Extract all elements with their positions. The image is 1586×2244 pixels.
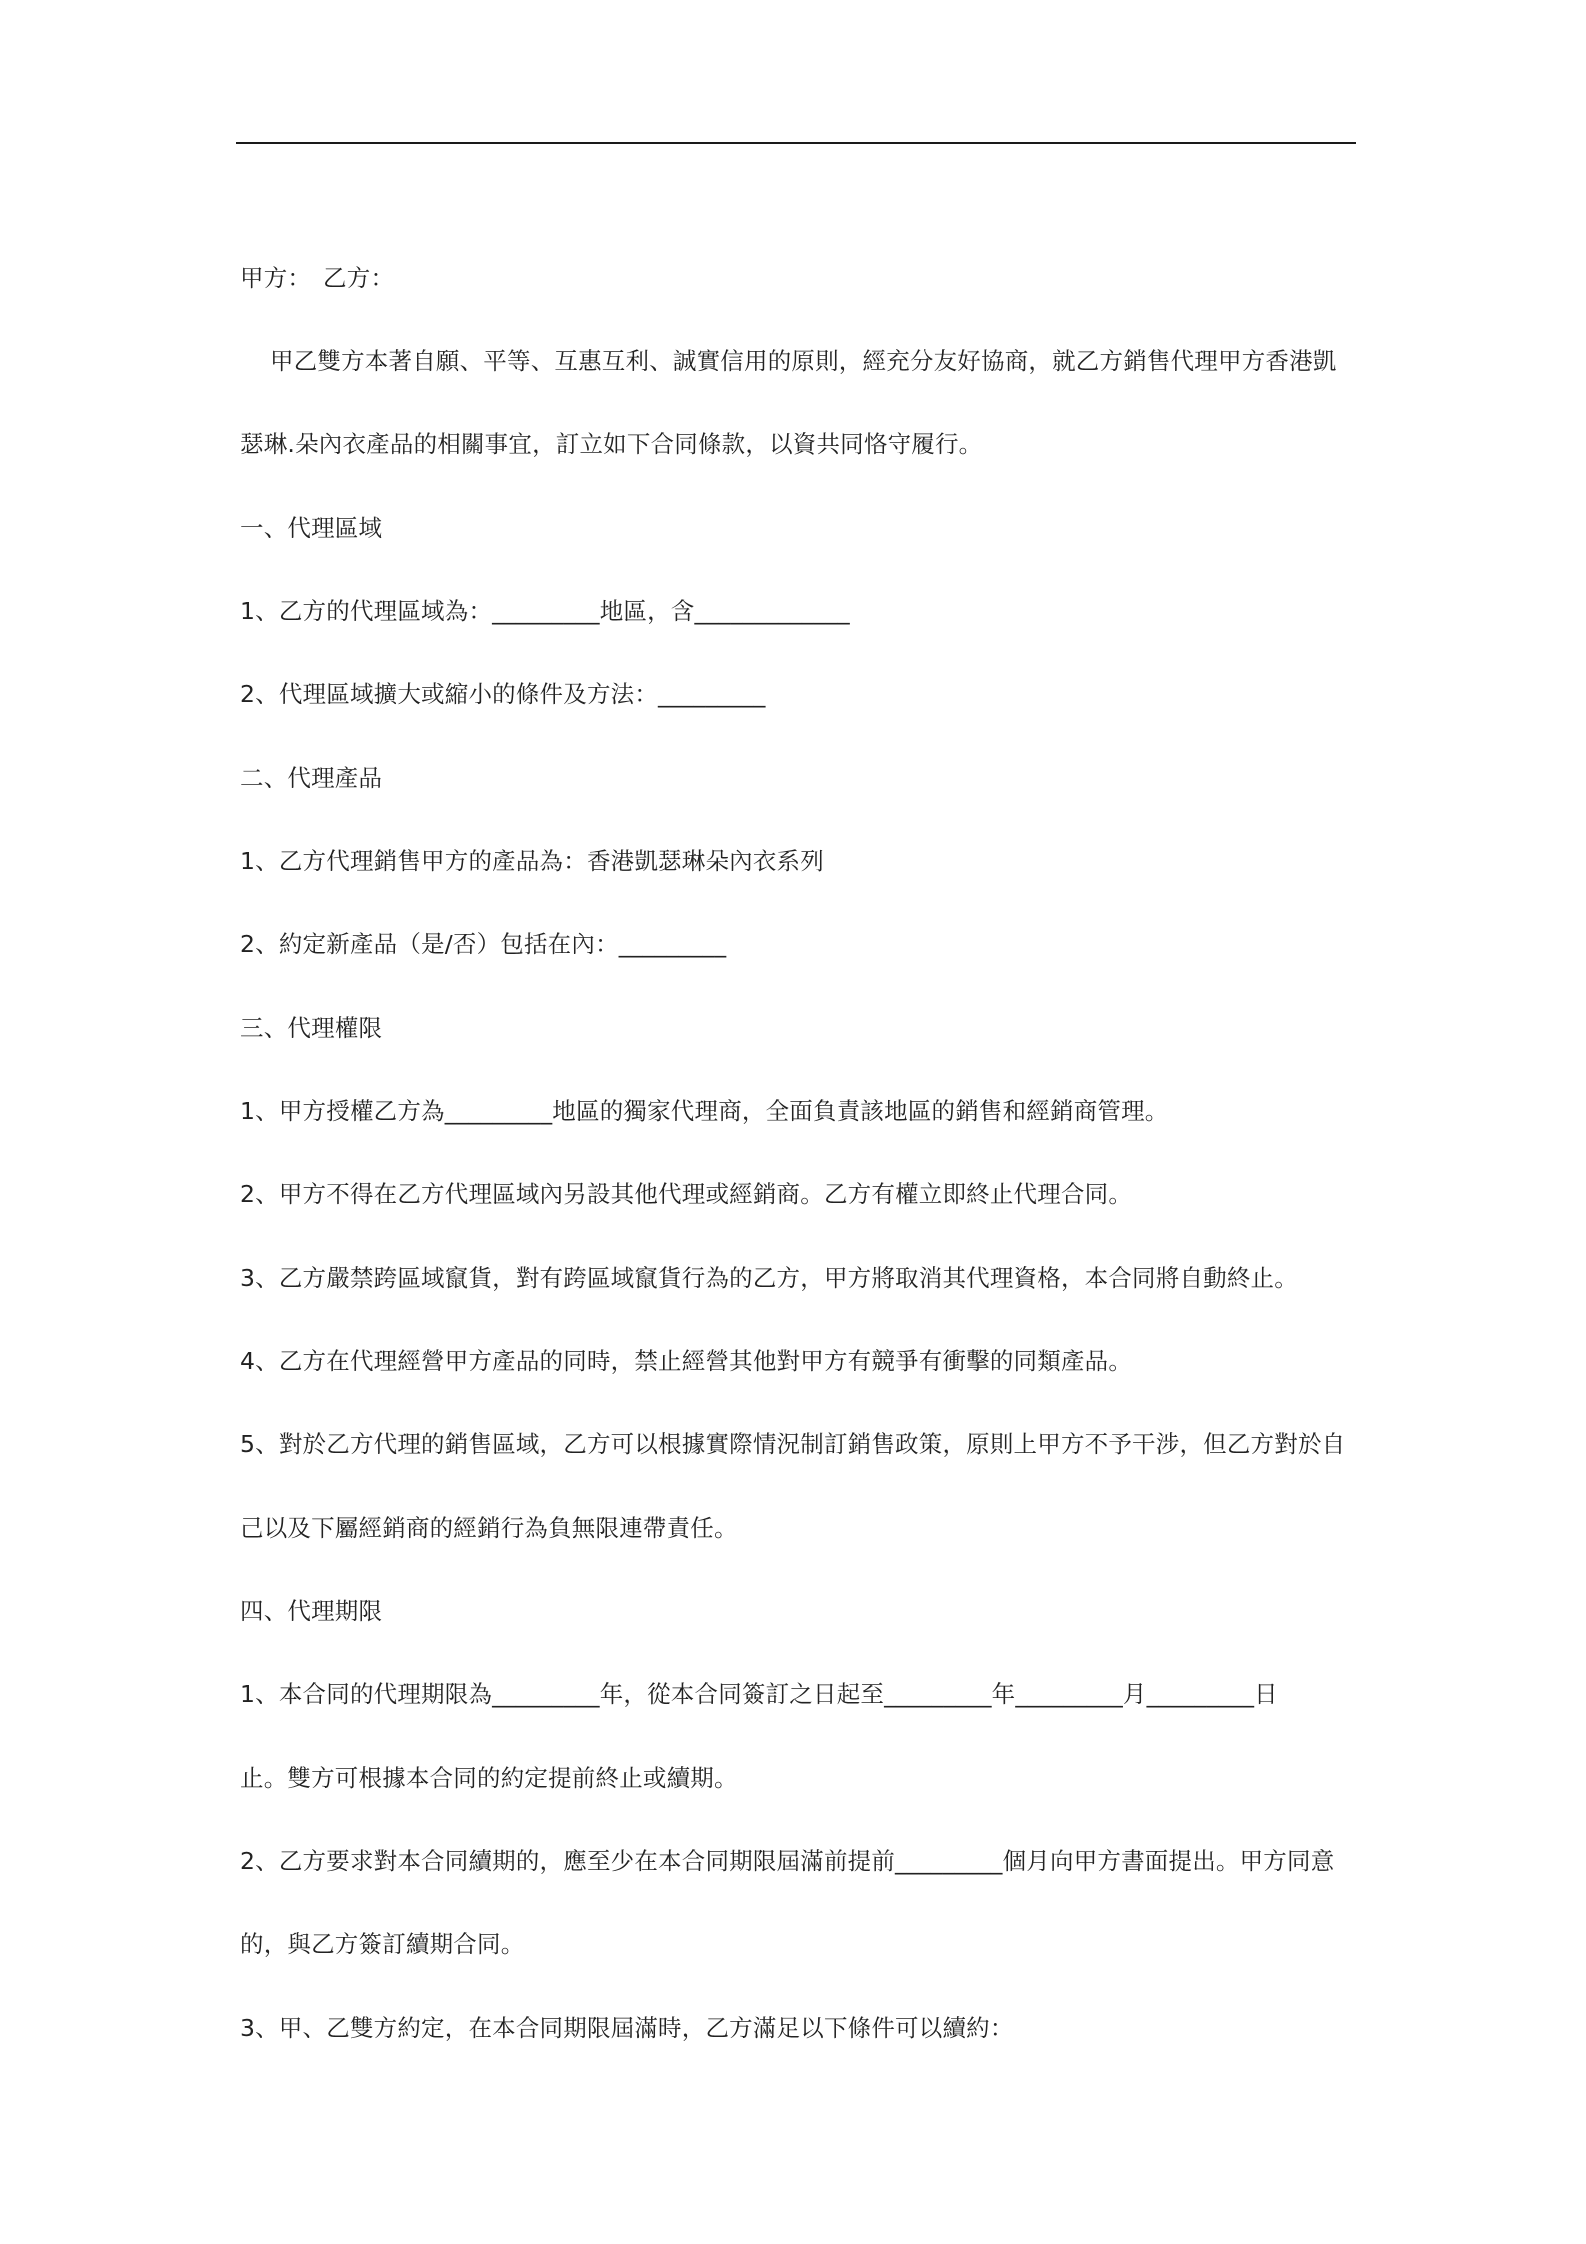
clause-products-1: 1、乙方代理銷售甲方的產品為：香港凱瑟琳朵內衣系列 — [240, 847, 824, 875]
clause-authority-2: 2、甲方不得在乙方代理區域內另設其他代理或經銷商。乙方有權立即終止代理合同。 — [240, 1180, 1133, 1208]
clause-term-1-line-2: 止。雙方可根據本合同的約定提前終止或續期。 — [240, 1764, 738, 1792]
preamble-line-1: 甲乙雙方本著自願、平等、互惠互利、誠實信用的原則，經充分友好協商，就乙方銷售代理甲方香港凱 — [270, 347, 1337, 375]
clause-region-2: 2、代理區域擴大或縮小的條件及方法：_________ — [240, 680, 766, 708]
clause-authority-5-line-2: 己以及下屬經銷商的經銷行為負無限連帶責任。 — [240, 1514, 738, 1542]
clause-authority-3: 3、乙方嚴禁跨區域竄貨，對有跨區域竄貨行為的乙方，甲方將取消其代理資格，本合同將自動終止。 — [240, 1264, 1298, 1292]
clause-term-1-line-1: 1、本合同的代理期限為_________年，從本合同簽訂之日起至_________年_________月_________日 — [240, 1680, 1278, 1708]
preamble-line-2: 瑟琳.朵內衣產品的相關事宜，訂立如下合同條款，以資共同恪守履行。 — [240, 430, 983, 458]
section-heading-authority: 三、代理權限 — [240, 1014, 383, 1042]
clause-authority-4: 4、乙方在代理經營甲方產品的同時，禁止經營其他對甲方有競爭有衝擊的同類產品。 — [240, 1347, 1133, 1375]
clause-authority-5-line-1: 5、對於乙方代理的銷售區域，乙方可以根據實際情況制訂銷售政策，原則上甲方不予干涉，但乙方對於自 — [240, 1430, 1346, 1458]
clause-authority-1: 1、甲方授權乙方為_________地區的獨家代理商，全面負責該地區的銷售和經銷商管理。 — [240, 1097, 1169, 1125]
section-heading-products: 二、代理產品 — [240, 764, 383, 792]
section-heading-region: 一、代理區域 — [240, 514, 383, 542]
clause-products-2: 2、約定新產品（是/否）包括在內：_________ — [240, 930, 727, 958]
parties-line: 甲方： 乙方： — [240, 264, 395, 292]
clause-region-1: 1、乙方的代理區域為：_________地區，含_____________ — [240, 597, 850, 625]
header-rule — [236, 142, 1356, 144]
clause-term-3: 3、甲、乙雙方約定，在本合同期限屆滿時，乙方滿足以下條件可以續約： — [240, 2014, 1014, 2042]
clause-term-2-line-2: 的，與乙方簽訂續期合同。 — [240, 1930, 525, 1958]
section-heading-term: 四、代理期限 — [240, 1597, 383, 1625]
clause-term-2-line-1: 2、乙方要求對本合同續期的，應至少在本合同期限屆滿前提前_________個月向甲方書面提出。甲方同意 — [240, 1847, 1335, 1875]
